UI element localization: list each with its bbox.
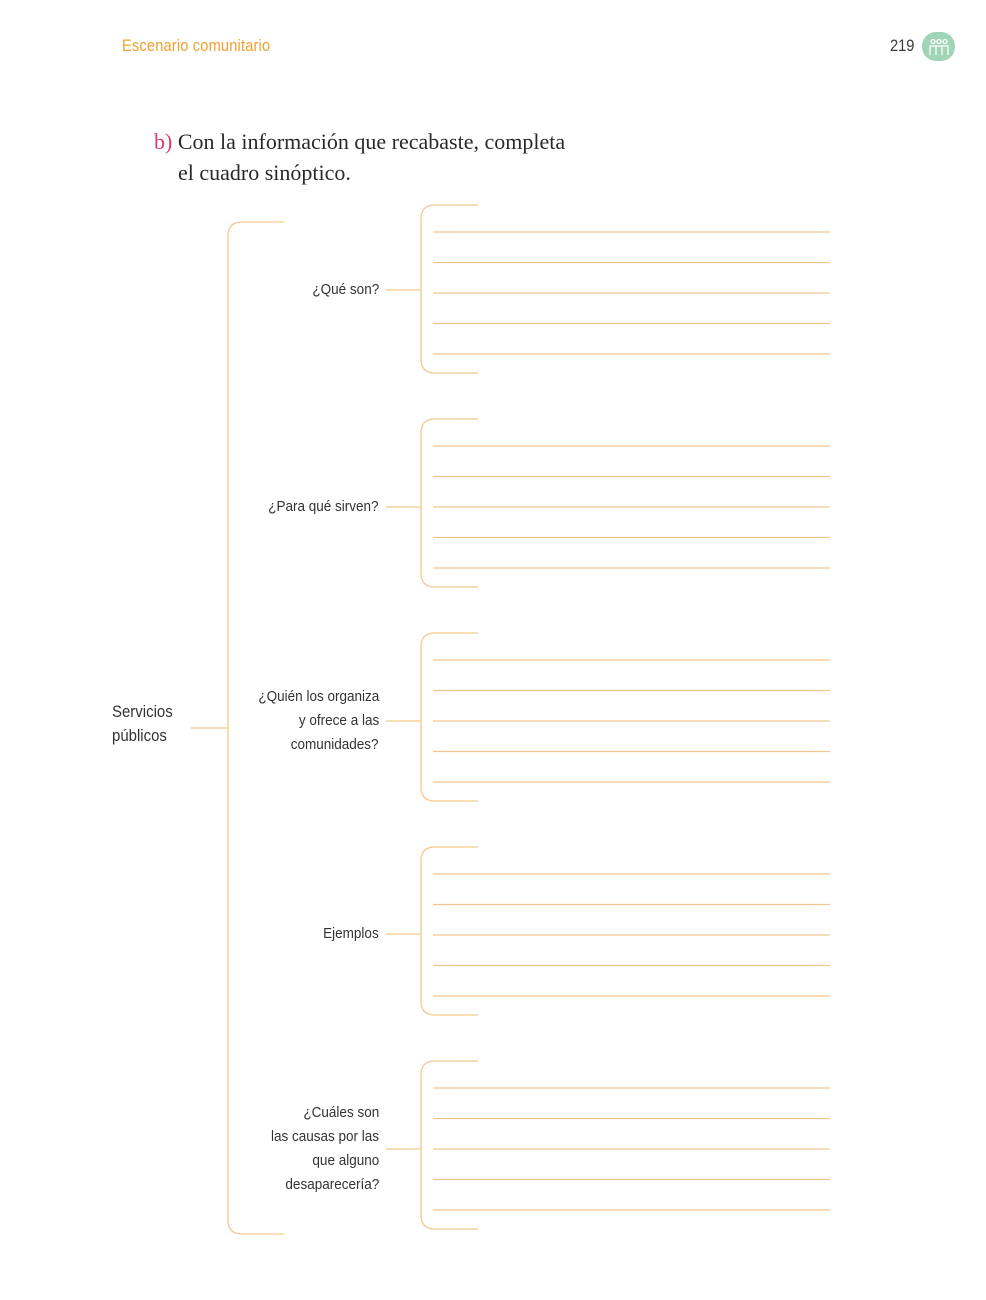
branch-label-line: ¿Quién los organiza: [258, 688, 379, 705]
branch-label: [79, 1101, 379, 1197]
branch-label-line: que alguno: [312, 1152, 379, 1169]
branch-label: [79, 495, 379, 519]
sub-bracket: [421, 847, 478, 1015]
branch-label: [79, 685, 379, 757]
branch-label: [79, 922, 379, 946]
root-label-line-1: Servicios: [112, 702, 173, 721]
root-label-line-2: públicos: [112, 726, 167, 745]
sub-bracket: [421, 419, 478, 587]
branch-label: [79, 278, 379, 302]
sub-bracket: [421, 633, 478, 801]
branch-label-line: comunidades?: [291, 736, 379, 753]
branch-label-line: desaparecería?: [285, 1176, 379, 1193]
branch-label-line: las causas por las: [270, 1128, 379, 1145]
branch-label-line: ¿Cuáles son: [303, 1104, 379, 1121]
sub-bracket: [421, 205, 478, 373]
instruction-line-2: el cuadro sinóptico.: [178, 160, 351, 185]
branch-label-line: ¿Qué son?: [312, 281, 379, 298]
sub-bracket: [421, 1061, 478, 1229]
item-letter: b): [154, 129, 173, 154]
branch-label-line: Ejemplos: [323, 925, 379, 942]
page-number: 219: [890, 36, 915, 55]
section-title: Escenario comunitario: [122, 36, 271, 55]
branch-label-line: ¿Para qué sirven?: [268, 498, 379, 515]
branch-label-line: y ofrece a las: [298, 712, 379, 729]
instruction-line-1: Con la información que recabaste, completa: [177, 129, 566, 154]
